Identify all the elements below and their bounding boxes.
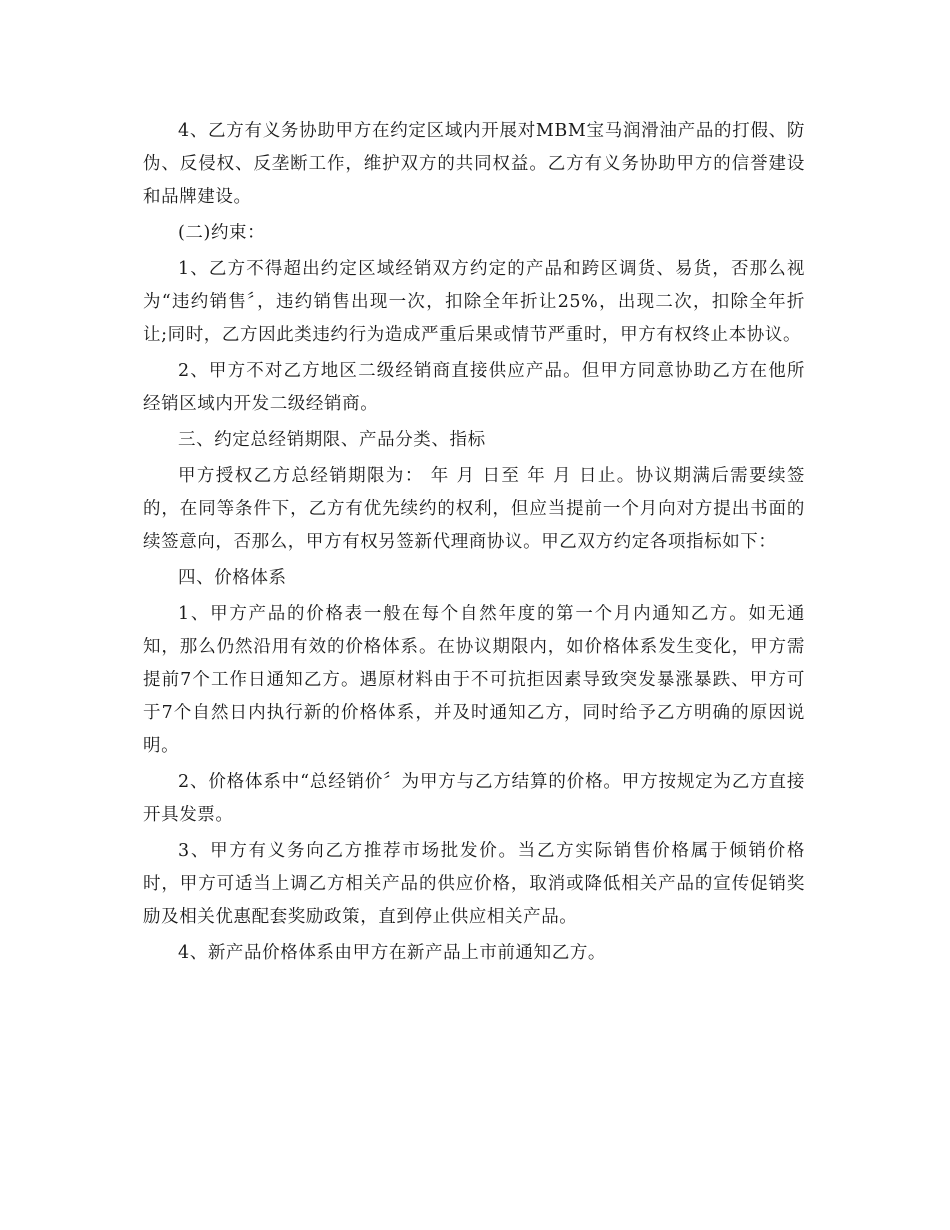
clause-paragraph: 4、乙方有义务协助甲方在约定区域内开展对MBM宝马润滑油产品的打假、防伪、反侵权、反垄断工作，维护双方的共同权益。乙方有义务协助甲方的信誉建设和品牌建设。 [143, 121, 805, 207]
clause-paragraph: 3、甲方有义务向乙方推荐市场批发价。当乙方实际销售价格属于倾销价格时，甲方可适当上调乙方相关产品的供应价格，取消或降低相关产品的宣传促销奖励及相关优惠配套奖励政策，直到停止供应相关产品。 [143, 841, 805, 927]
clause-paragraph: 2、甲方不对乙方地区二级经销商直接供应产品。但甲方同意协助乙方在他所经销区域内开发二级经销商。 [143, 361, 805, 414]
section-heading: 三、约定总经销期限、产品分类、指标 [178, 430, 486, 450]
clause-paragraph: 甲方授权乙方总经销期限为： 年 月 日至 年 月 日止。协议期满后需要续签的，在同等条件下，乙方有优先续约的权利，但应当提前一个月向对方提出书面的续签意向，否那么，甲方有权另签新代理商协议。甲乙双方约定各项指标如下： [143, 466, 805, 552]
clause-paragraph: 2、价格体系中“总经销价〞为甲方与乙方结算的价格。甲方按规定为乙方直接开具发票。 [143, 772, 805, 825]
document-page [143, 115, 805, 973]
clause-paragraph: 4、新产品价格体系由甲方在新产品上市前通知乙方。 [178, 943, 607, 963]
clause-paragraph: 1、甲方产品的价格表一般在每个自然年度的第一个月内通知乙方。如无通知，那么仍然沿用有效的价格体系。在协议期限内，如价格体系发生变化，甲方需提前7个工作日通知乙方。遇原材料由于不可抗拒因素导致突发暴涨暴跌、甲方可于7个自然日内执行新的价格体系，并及时通知乙方，同时给予乙方明确的原因说明。 [143, 604, 805, 756]
section-subheading: (二)约束： [178, 223, 266, 243]
section-heading: 四、价格体系 [178, 568, 287, 588]
clause-paragraph: 1、乙方不得超出约定区域经销双方约定的产品和跨区调货、易货，否那么视为“违约销售〞，违约销售出现一次，扣除全年折让25%，出现二次，扣除全年折让;同时，乙方因此类违约行为造成严重后果或情节严重时，甲方有权终止本协议。 [143, 259, 805, 345]
